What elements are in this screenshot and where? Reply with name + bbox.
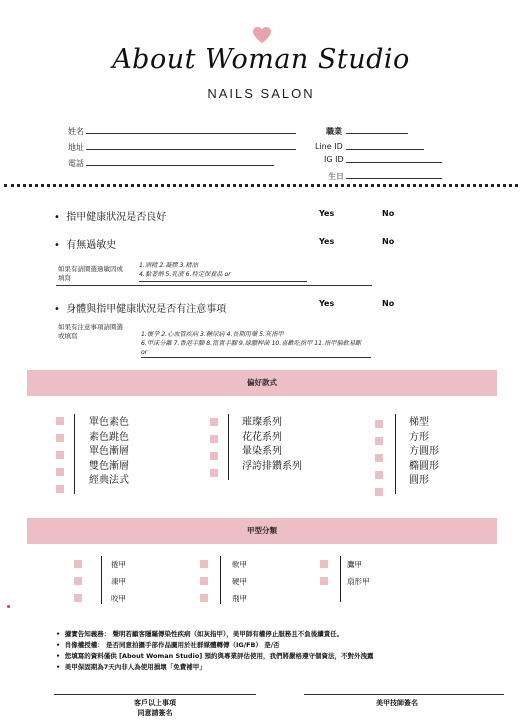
health-options[interactable]: 1.懷孕 2.心血管疾病 3.糖尿病 4.長期用藥 5.灰指甲 6.甲床分離 7.香港手腳 8.富貴手腳 9.綠膿桿菌 10.喜歡吃指甲 11.指甲偏軟易斷 or [141,331,362,356]
name-field[interactable] [86,133,296,134]
nail-type-divider [340,556,341,602]
nail-type-checkbox[interactable] [74,577,82,585]
nail-type-header: 甲型分類 [27,518,497,544]
pref-checkbox[interactable] [375,471,383,479]
pref-col-2: 璀璨系列 花花系列 暈染系列 浮誇排鑽系列 [242,417,302,472]
pref-checkbox[interactable] [210,418,218,426]
pref-checkbox[interactable] [210,435,218,443]
preference-header: 偏好款式 [27,370,497,396]
pref-checkbox[interactable] [375,437,383,445]
line-id-field[interactable] [346,149,424,150]
nail-type-checkbox[interactable] [200,594,208,602]
address-label: 地址 [68,143,84,152]
phone-label: 電話 [68,159,84,168]
pref-checkbox[interactable] [56,434,64,442]
birthday-field[interactable] [346,178,442,179]
pref-checkbox[interactable] [375,420,383,428]
allergy-options[interactable]: 1.酒精 2.凝膠 3.精油 4.黏著劑 5.乳液 6.特定保養品 or [139,262,231,278]
allergy-underline [139,281,307,282]
question-allergy: • 有無過敏史 [54,240,117,251]
note-disclosure: • 據實告知義務： 聲明若顧客隱瞞傳染性疾病（如灰指甲），美甲師有權停止服務且不負後續責任。 [56,630,344,638]
pref-checkbox[interactable] [375,488,383,496]
client-signature-label: 客戶以上事項 同意請簽名 [134,699,176,717]
q3-yes-option[interactable]: Yes [319,299,335,308]
pref-divider [228,414,229,480]
pref-checkbox[interactable] [56,485,64,493]
allergy-hint: 如果有請圈選過敏因或 填寫 [58,265,123,282]
question-health-notes: • 身體與指甲健康狀況是否有注意事項 [54,304,227,315]
phone-field[interactable] [86,165,274,166]
allergy-field[interactable] [56,285,372,286]
nail-type-checkbox[interactable] [200,560,208,568]
nail-type-checkbox[interactable] [320,577,328,585]
health-hint: 如果有注意事項請圈選 或填寫 [58,323,123,340]
tech-signature-label: 美甲技師簽名 [376,699,418,707]
birthday-label: 生日 [328,172,344,181]
note-privacy: • 您填寫的資料僅供 [About Woman Studio] 預約與專業評估使用，我們將嚴格遵守個資法，不對外洩露 [56,652,374,660]
client-signature-line[interactable] [54,694,256,695]
tech-signature-line[interactable] [304,694,504,695]
pref-divider [74,414,75,494]
brand-subtitle: NAILS SALON [207,86,315,101]
nail-type-col-2: 軟甲 硬甲 飛甲 [232,560,247,603]
note-portrait: • 肖像權授權： 是否同意拍攝手部作品圖用於社群媒體轉傳（IG/FB） 是/否 [56,641,280,649]
nail-type-checkbox[interactable] [74,560,82,568]
name-label: 姓名 [68,127,84,136]
nail-type-divider [101,556,102,604]
health-field[interactable] [141,357,371,358]
nail-type-col-1: 捲甲 凍甲 咬甲 [111,560,126,603]
dotted-divider [4,184,518,187]
red-dot [7,605,10,608]
q2-no-option[interactable]: No [382,237,395,246]
job-field[interactable] [346,133,408,134]
pref-checkbox[interactable] [210,452,218,460]
pref-checkbox[interactable] [375,454,383,462]
brand-title: About Woman Studio [112,44,410,75]
pref-checkbox[interactable] [56,451,64,459]
question-nail-health: • 指甲健康狀況是否良好 [54,212,167,223]
nail-type-checkbox[interactable] [200,577,208,585]
q1-no-option[interactable]: No [382,209,395,218]
note-warranty: • 美甲保固期為7天內非人為使用損壞「免費補甲」 [56,663,206,671]
ig-id-field[interactable] [346,162,442,163]
pref-checkbox[interactable] [56,417,64,425]
nail-type-checkbox[interactable] [320,560,328,568]
line-id-label: Line ID [315,142,343,151]
nail-type-col-3: 鷹甲 扇形甲 [347,560,370,586]
ig-id-label: IG ID [324,155,344,164]
address-field[interactable] [86,149,296,150]
pref-col-3: 梯型 方形 方圓形 橢圓形 圓形 [409,417,439,486]
pref-col-1: 單色素色 素色跳色 單色漸層 雙色漸層 經典法式 [89,417,129,486]
job-label: 職業 [326,127,342,136]
heart-icon [252,26,272,44]
pref-divider [395,414,396,494]
pref-checkbox[interactable] [56,468,64,476]
q2-yes-option[interactable]: Yes [319,237,335,246]
nail-type-checkbox[interactable] [74,594,82,602]
pref-checkbox[interactable] [210,469,218,477]
q1-yes-option[interactable]: Yes [319,209,335,218]
q3-no-option[interactable]: No [382,299,395,308]
nail-type-divider [220,556,221,604]
